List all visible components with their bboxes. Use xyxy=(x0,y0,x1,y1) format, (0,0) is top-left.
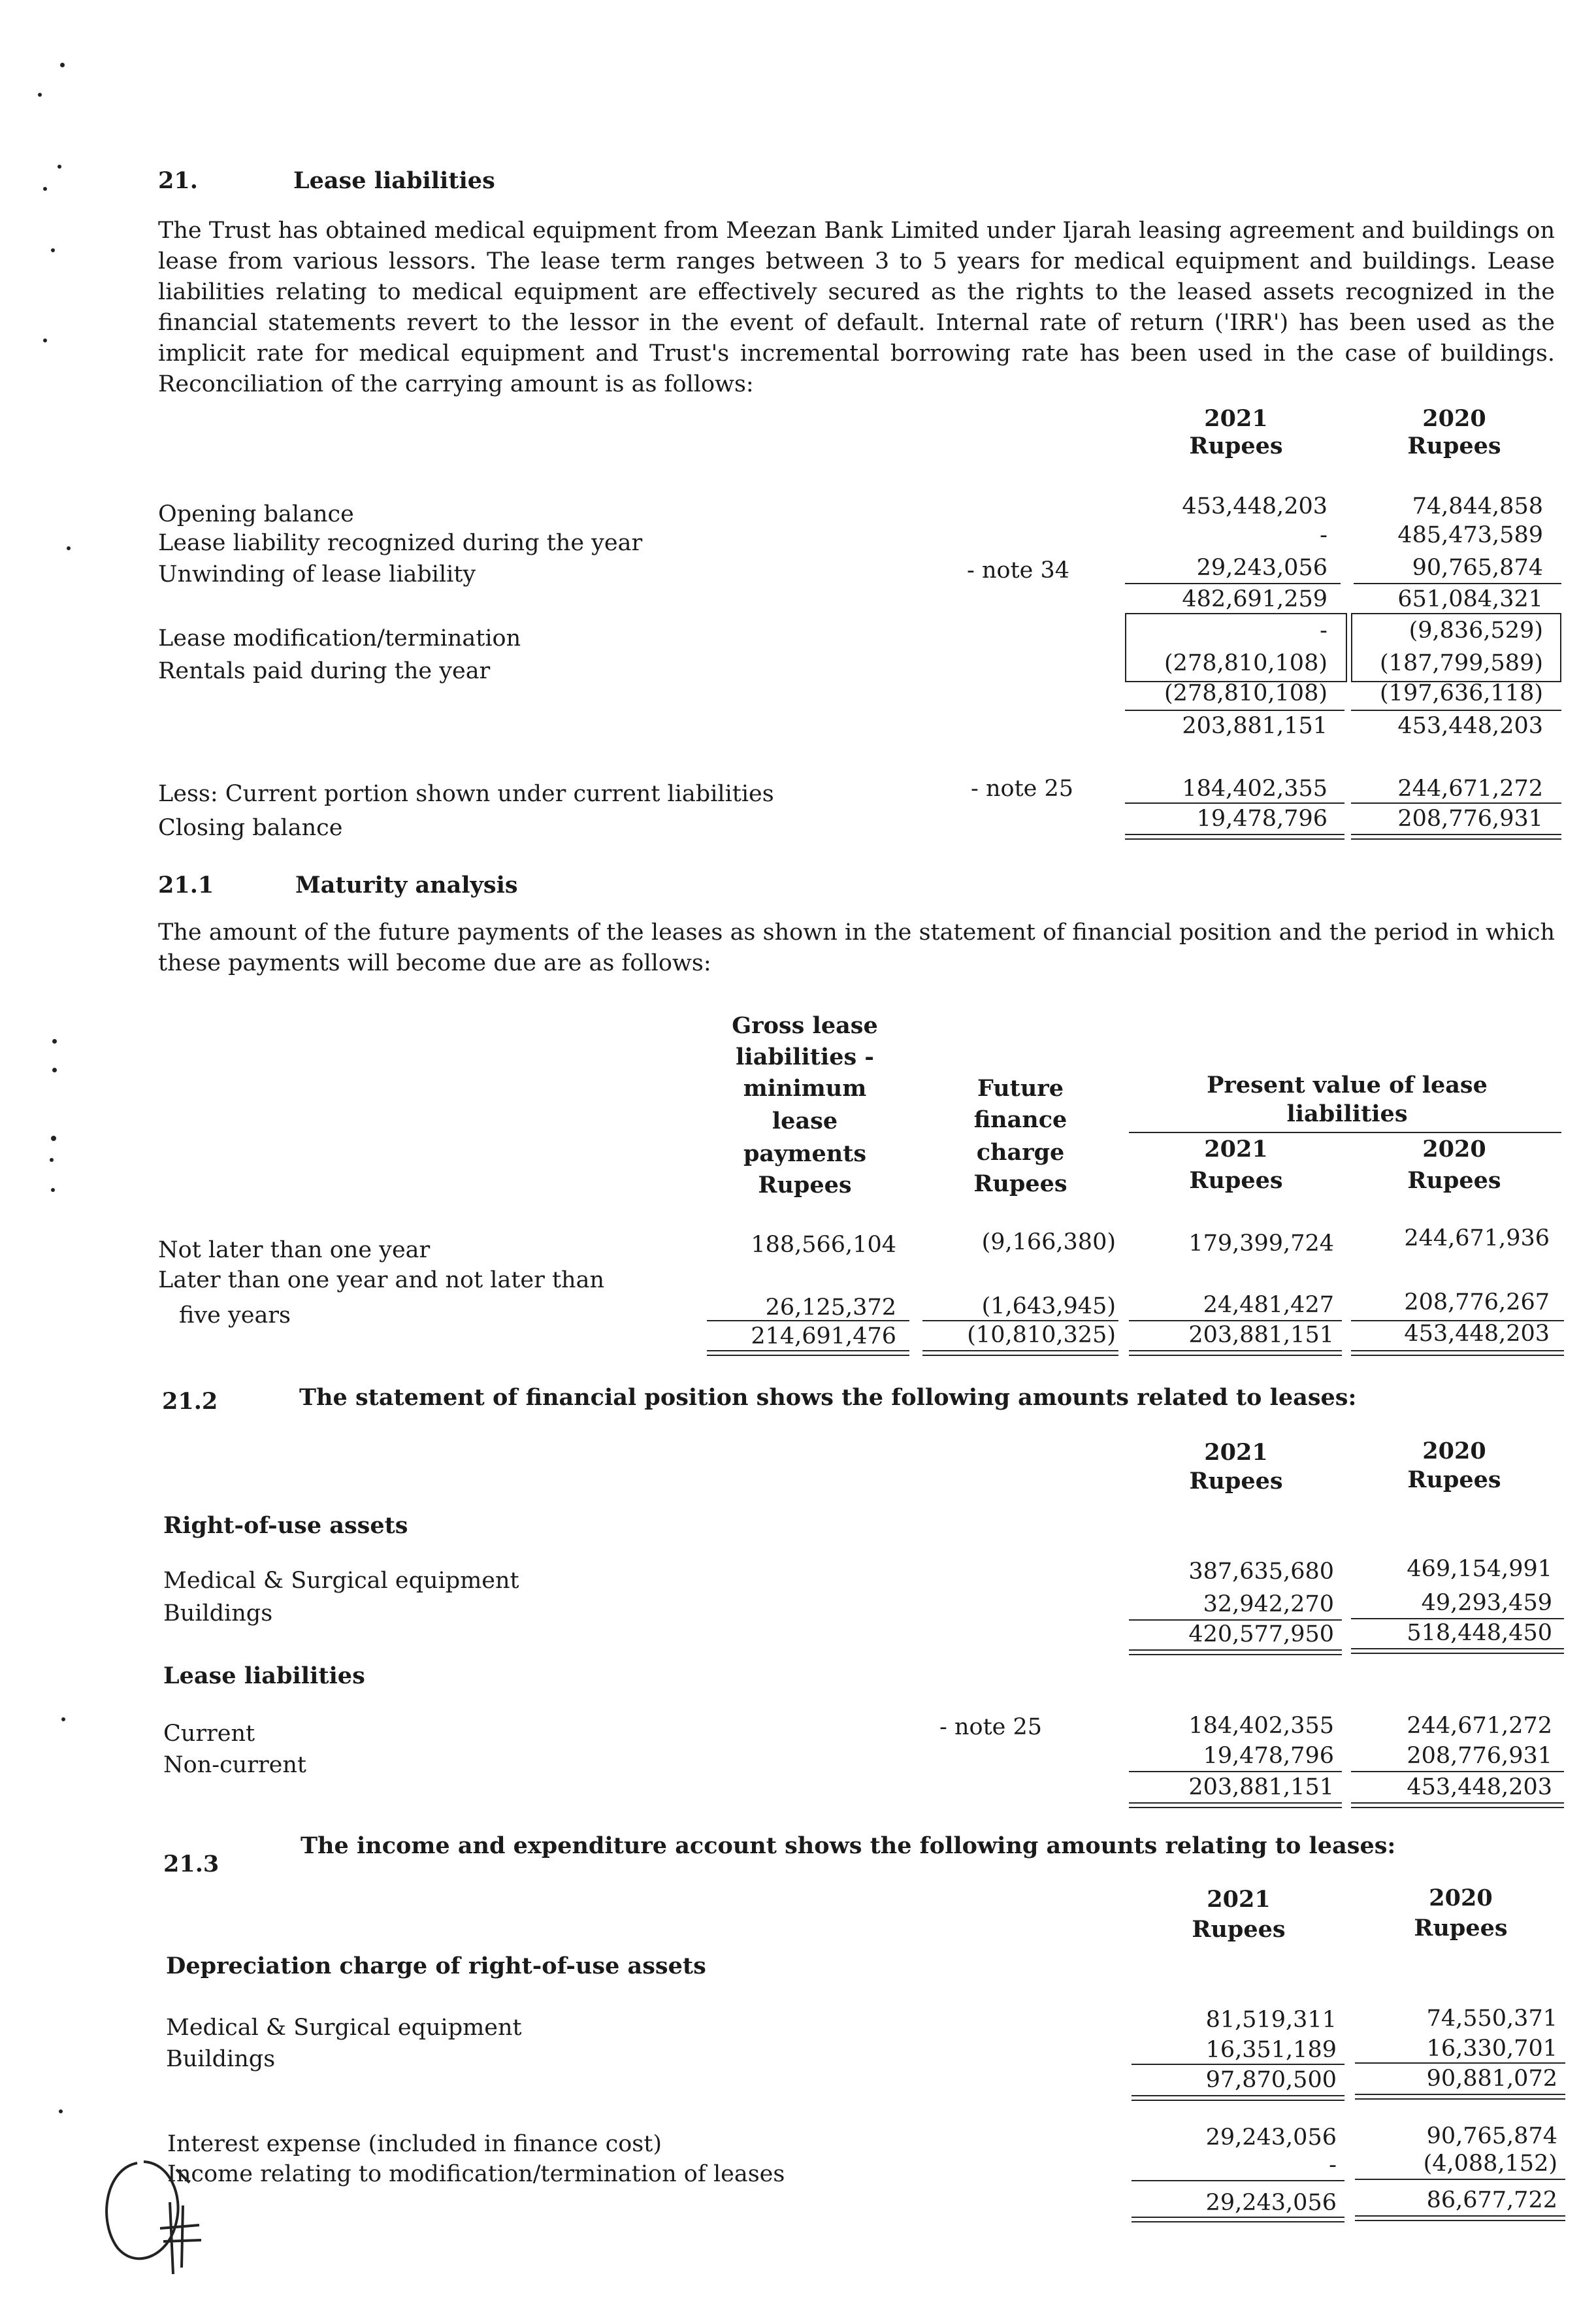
section-paragraph: The Trust has obtained medical equipment from Meezan Bank Limited under Ijarah leasing agreement and buildings on lease from various lessors. The lease term ranges between 3 to 5 years for medical equipment and buildings. Lease liabilities relating to medical equipment are effectively secured as the rights to the leased assets recognized in the financial statements revert to the lessor in the event of default. Internal rate of return ('IRR') has been used as the implicit rate for medical equipment and Trust's incremental borrowing rate has been used in the case of buildings. Reconciliation of the carrying amount is as follows: xyxy=(158,218,1555,397)
value-2020: 485,473,589 xyxy=(1397,522,1543,548)
row-label: Medical & Surgical equipment xyxy=(166,2015,522,2041)
subtotal-rule xyxy=(1125,583,1341,584)
value-2021: - xyxy=(1320,522,1327,548)
subheading: Right-of-use assets xyxy=(163,1512,408,1539)
subtotal-2020: 453,448,203 xyxy=(1397,713,1543,739)
section-title: The statement of financial position shows the following amounts related to leases: xyxy=(299,1384,1357,1411)
gross-header-line: payments xyxy=(743,1140,867,1167)
col-unit-2021: Rupees xyxy=(1189,1468,1283,1495)
pv-header-line: Present value of lease xyxy=(1207,1072,1488,1098)
row-label: Unwinding of lease liability xyxy=(158,561,476,587)
subtotal-rule xyxy=(1125,710,1344,711)
row-label: Later than one year and not later than xyxy=(158,1267,604,1293)
col-unit-2020: Rupees xyxy=(1414,1915,1508,1941)
finance-value: (1,643,945) xyxy=(981,1293,1116,1319)
finance-header-unit: Rupees xyxy=(973,1170,1067,1197)
total-double-rule xyxy=(1129,1350,1342,1356)
scan-speck xyxy=(67,546,71,550)
handwritten-initials-icon xyxy=(91,2143,229,2287)
total-double-rule xyxy=(1355,2215,1565,2221)
gross-value: 188,566,104 xyxy=(751,1232,896,1258)
finance-header-line: Future xyxy=(977,1075,1064,1102)
value-2021: 19,478,796 xyxy=(1203,1743,1334,1769)
gross-total: 214,691,476 xyxy=(751,1323,896,1349)
total-2021: 420,577,950 xyxy=(1188,1621,1334,1647)
scan-speck xyxy=(59,2109,63,2113)
value-2020: 16,330,701 xyxy=(1426,2036,1557,2062)
total-double-rule xyxy=(1351,1350,1564,1356)
total-2020: 86,677,722 xyxy=(1426,2187,1557,2213)
subtotal-rule xyxy=(1125,802,1344,804)
total-2020: 518,448,450 xyxy=(1407,1620,1552,1646)
section-number: 21.3 xyxy=(163,1851,220,1877)
col-year-2021: 2021 xyxy=(1204,1439,1268,1466)
gross-header-unit: Rupees xyxy=(758,1172,852,1198)
scan-speck xyxy=(38,93,42,97)
row-label: Closing balance xyxy=(158,815,343,841)
value-2020: 469,154,991 xyxy=(1407,1556,1552,1582)
section-number: 21.1 xyxy=(158,872,214,899)
pv-2020-value: 208,776,267 xyxy=(1404,1289,1550,1315)
col-unit-2021: Rupees xyxy=(1192,1916,1286,1943)
total-double-rule xyxy=(1129,1649,1342,1655)
value-2020: 49,293,459 xyxy=(1421,1590,1552,1616)
note-ref: - note 25 xyxy=(939,1714,1043,1740)
finance-value: (9,166,380) xyxy=(981,1229,1116,1255)
section-paragraph: The amount of the future payments of the leases as shown in the statement of financial position and the period in which these payments will become due are as follows: xyxy=(158,919,1555,976)
col-unit-2021: Rupees xyxy=(1189,1167,1283,1194)
note-ref: - note 25 xyxy=(971,776,1074,802)
total-double-rule xyxy=(1351,834,1561,840)
value-2021: 387,635,680 xyxy=(1188,1559,1334,1585)
value-2020: 74,844,858 xyxy=(1412,493,1543,520)
gross-header-line: minimum xyxy=(743,1075,867,1102)
total-double-rule xyxy=(1351,1802,1564,1808)
value-2021: 16,351,189 xyxy=(1205,2037,1337,2063)
value-2020: 244,671,272 xyxy=(1397,776,1543,802)
row-label: Non-current xyxy=(163,1752,306,1778)
total-2020: 453,448,203 xyxy=(1407,1774,1552,1800)
pv-2021-value: 24,481,427 xyxy=(1203,1292,1334,1318)
subtotal-rule xyxy=(1129,1771,1342,1772)
total-2021: 29,243,056 xyxy=(1205,2190,1337,2216)
row-label: Not later than one year xyxy=(158,1237,431,1263)
finance-header-line: finance xyxy=(973,1106,1067,1133)
total-double-rule xyxy=(922,1350,1118,1356)
col-unit-2020: Rupees xyxy=(1407,433,1501,459)
subheading: Depreciation charge of right-of-use assets xyxy=(166,1953,706,1979)
value-2021: - xyxy=(1320,618,1327,644)
subtotal-rule xyxy=(1132,2064,1344,2065)
col-year-2020: 2020 xyxy=(1429,1885,1493,1911)
row-label: Less: Current portion shown under current liabilities xyxy=(158,781,774,807)
col-year-2020: 2020 xyxy=(1422,1136,1486,1163)
value-2020: 90,765,874 xyxy=(1426,2123,1557,2149)
scan-speck xyxy=(51,1136,56,1141)
value-2020: 244,671,272 xyxy=(1407,1713,1552,1739)
row-label: Current xyxy=(163,1721,255,1747)
pv-header-line: liabilities xyxy=(1286,1100,1408,1127)
col-unit-2020: Rupees xyxy=(1407,1466,1501,1493)
scan-speck xyxy=(50,1158,54,1162)
col-unit-2020: Rupees xyxy=(1407,1167,1501,1194)
gross-header-line: lease xyxy=(772,1108,838,1134)
scan-speck xyxy=(51,1188,55,1192)
scan-speck xyxy=(52,1068,57,1072)
subtotal-rule xyxy=(707,1320,909,1321)
col-year-2021: 2021 xyxy=(1204,1136,1268,1163)
scan-speck xyxy=(52,1039,57,1044)
section-number: 21.2 xyxy=(162,1388,218,1415)
pv-2020-total: 453,448,203 xyxy=(1404,1321,1550,1347)
value-2021: 184,402,355 xyxy=(1188,1713,1334,1739)
scan-speck xyxy=(60,63,65,67)
subtotal-rule xyxy=(1354,583,1561,584)
row-label-cont: five years xyxy=(179,1302,291,1329)
subtotal-rule xyxy=(1132,2180,1344,2181)
subtotal-2021: (278,810,108) xyxy=(1164,680,1327,706)
gross-header-line: liabilities - xyxy=(736,1044,874,1070)
row-label: Rentals paid during the year xyxy=(158,658,491,684)
pv-header-rule xyxy=(1129,1132,1561,1133)
scan-speck xyxy=(43,339,47,342)
pv-2021-total: 203,881,151 xyxy=(1188,1322,1334,1348)
value-2020: 90,765,874 xyxy=(1412,555,1543,581)
subtotal-rule xyxy=(1355,2179,1565,2180)
gross-value: 26,125,372 xyxy=(765,1295,896,1321)
total-double-rule xyxy=(1355,2094,1565,2100)
pv-2020-value: 244,671,936 xyxy=(1404,1225,1550,1251)
subtotal-2020: 651,084,321 xyxy=(1397,586,1543,612)
value-2021: 29,243,056 xyxy=(1196,555,1327,581)
value-2020: (9,836,529) xyxy=(1409,618,1543,644)
total-double-rule xyxy=(1132,2095,1344,2101)
row-label: Lease modification/termination xyxy=(158,625,521,652)
value-2021: (278,810,108) xyxy=(1164,650,1327,676)
subtotal-rule xyxy=(1351,802,1561,804)
scan-speck xyxy=(61,1717,65,1721)
col-unit-2021: Rupees xyxy=(1189,433,1283,459)
value-2021: - xyxy=(1329,2152,1337,2178)
subtotal-2021: 482,691,259 xyxy=(1182,586,1327,612)
finance-total: (10,810,325) xyxy=(967,1322,1116,1348)
total-double-rule xyxy=(1125,834,1344,840)
col-year-2021: 2021 xyxy=(1204,405,1268,432)
value-2020: 74,550,371 xyxy=(1426,2006,1557,2032)
total-2021: 203,881,151 xyxy=(1188,1774,1334,1800)
closing-2021: 19,478,796 xyxy=(1196,806,1327,832)
value-2020: (4,088,152) xyxy=(1423,2151,1557,2177)
gross-header-line: Gross lease xyxy=(732,1012,878,1039)
col-year-2020: 2020 xyxy=(1422,405,1486,432)
row-label: Lease liability recognized during the year xyxy=(158,530,643,556)
subheading: Lease liabilities xyxy=(163,1662,365,1689)
subtotal-2020: (197,636,118) xyxy=(1380,680,1543,706)
value-2020: 208,776,931 xyxy=(1407,1743,1552,1769)
row-label: Income relating to modification/termination of leases xyxy=(167,2161,785,2187)
section-title: The income and expenditure account shows the following amounts relating to leases: xyxy=(301,1832,1396,1859)
total-double-rule xyxy=(1132,2217,1344,2222)
row-label: Interest expense (included in finance cost) xyxy=(167,2131,662,2157)
section-number: 21. xyxy=(158,167,198,194)
pv-2021-value: 179,399,724 xyxy=(1188,1230,1334,1257)
scan-speck xyxy=(43,187,47,191)
total-double-rule xyxy=(707,1350,909,1356)
value-2021: 184,402,355 xyxy=(1182,776,1327,802)
total-double-rule xyxy=(1129,1802,1342,1808)
total-2020: 90,881,072 xyxy=(1426,2066,1557,2092)
row-label: Opening balance xyxy=(158,501,354,527)
total-double-rule xyxy=(1351,1648,1564,1654)
row-label: Buildings xyxy=(166,2046,276,2072)
value-2021: 453,448,203 xyxy=(1182,493,1327,520)
scan-speck xyxy=(57,165,61,169)
row-label: Medical & Surgical equipment xyxy=(163,1568,519,1594)
subtotal-rule xyxy=(1351,710,1561,711)
value-2020: (187,799,589) xyxy=(1380,650,1543,676)
subtotal-rule xyxy=(1355,2062,1565,2064)
note-ref: - note 34 xyxy=(967,557,1070,584)
value-2021: 32,942,270 xyxy=(1203,1591,1334,1617)
section-title: Maturity analysis xyxy=(295,872,518,899)
finance-header-line: charge xyxy=(976,1139,1065,1166)
col-year-2021: 2021 xyxy=(1207,1886,1271,1913)
subtotal-rule xyxy=(1351,1771,1564,1772)
col-year-2020: 2020 xyxy=(1422,1438,1486,1464)
total-2021: 97,870,500 xyxy=(1205,2067,1337,2093)
subtotal-2021: 203,881,151 xyxy=(1182,713,1327,739)
closing-2020: 208,776,931 xyxy=(1397,806,1543,832)
section-title: Lease liabilities xyxy=(293,167,495,194)
value-2021: 29,243,056 xyxy=(1205,2124,1337,2151)
value-2021: 81,519,311 xyxy=(1205,2007,1337,2033)
scan-speck xyxy=(51,248,55,252)
row-label: Buildings xyxy=(163,1600,273,1627)
